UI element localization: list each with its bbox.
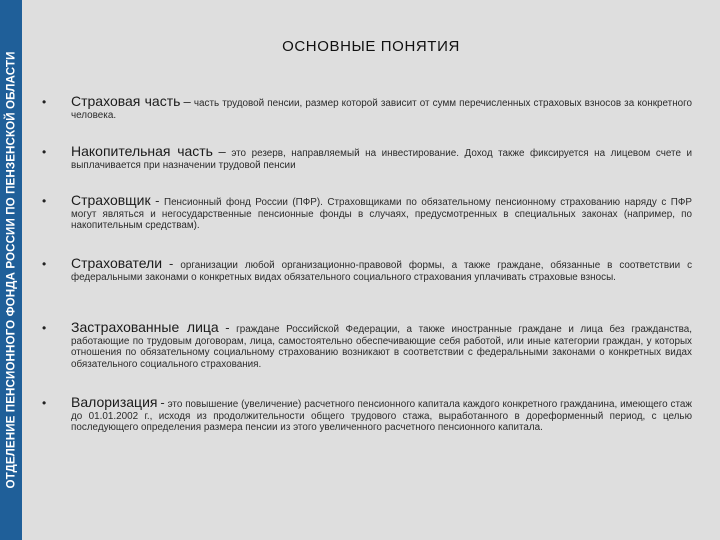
definition-text [71, 144, 692, 171]
bullet-icon: • [42, 194, 47, 208]
term-separator: - [169, 256, 174, 271]
term-description: граждане Российской Федерации, а также иностранные граждане и лица без гражданства, работающие по трудовым договорам, лица, самостоятельно обеспечивающие себя работой, или иные категории граждан, у которых отношения по обязательному социальному страхованию возникают в соответствии с федеральными законами о конкретных видах обязательного социального страхования. [71, 324, 692, 371]
term-description: это повышение (увеличение) расчетного пенсионного капитала каждого конкретного гражданина, имеющего стаж до 01.01.2002 г., исходя из продолжительности общего трудового стажа, выработанного в дореформенный период, с целью последующего определения размера пенсии из этого увеличенного расчетного пенсионного капитала. [71, 399, 692, 434]
term-separator: – [218, 144, 226, 159]
term-label: Страховая часть [71, 93, 181, 109]
sidebar-banner [0, 0, 22, 540]
term-separator: - [155, 193, 160, 208]
term-label: Накопительная часть [71, 143, 213, 159]
bullet-icon: • [42, 321, 47, 335]
term-label: Застрахованные лица [71, 319, 219, 335]
bullet-icon: • [42, 396, 47, 410]
term-label: Страховщик [71, 192, 151, 208]
definition-text [71, 395, 692, 434]
bullet-icon: • [42, 145, 47, 159]
term-description: часть трудовой пенсии, размер которой зависит от сумм перечисленных страховых взносов за конкретного человека. [71, 98, 693, 121]
bullet-icon: • [42, 95, 47, 109]
definition-text [71, 256, 692, 283]
term-label: Валоризация [71, 394, 158, 410]
sidebar-title: ОТДЕЛЕНИЕ ПЕНСИОННОГО ФОНДА РОССИИ ПО ПЕНЗЕНСКОЙ ОБЛАСТИ [4, 51, 18, 489]
term-separator: - [225, 320, 230, 335]
definition-text [71, 94, 692, 121]
term-label: Страхователи [71, 255, 163, 271]
definition-text [71, 193, 692, 232]
term-separator: - [160, 395, 165, 410]
term-separator: – [183, 94, 191, 109]
bullet-icon: • [42, 257, 47, 271]
term-description: организации любой организационно-правовой формы, а также граждане, обязанные в соответствии с федеральными законами о конкретных видах обязательного социального страхования уплачивать страховые взносы. [71, 260, 693, 283]
page-title: ОСНОВНЫЕ ПОНЯТИЯ [282, 38, 460, 55]
term-description: Пенсионный фонд России (ПФР). Страховщиками по обязательному пенсионному страхованию наряду с ПФР могут являться и негосударственные пенсионные фонды в случаях, предусмотренных в специальных законах (например, по накопительным средствам). [71, 197, 692, 232]
definition-text [71, 320, 692, 371]
term-description: это резерв, направляемый на инвестирование. Доход также фиксируется на лицевом счете и выплачивается при назначении трудовой пенсии [71, 148, 692, 171]
